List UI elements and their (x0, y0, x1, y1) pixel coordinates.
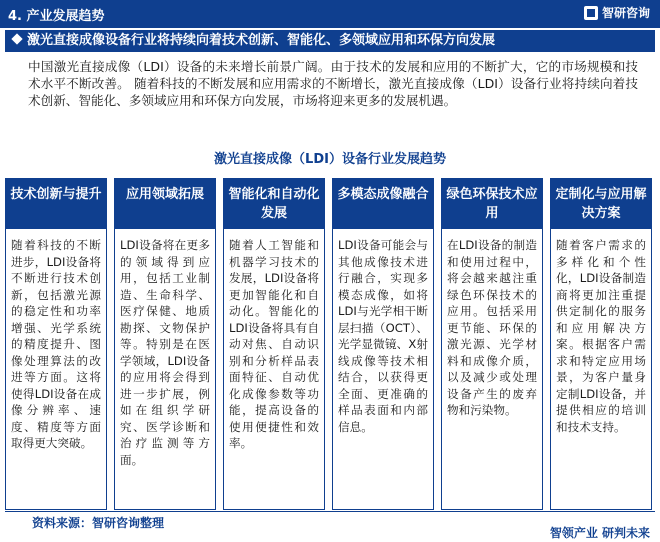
trend-card-intelligent-automation (223, 178, 325, 510)
trend-card-title: 应用领域拓展 (115, 179, 215, 229)
trend-card-green-technology (441, 178, 543, 510)
trend-card-title: 技术创新与提升 (6, 179, 106, 229)
trends-subtitle: 激光直接成像（LDI）设备行业发展趋势 (214, 152, 446, 167)
trend-card-tech-innovation (5, 178, 107, 510)
trend-card-customization (550, 178, 652, 510)
trend-card-application-expansion (114, 178, 216, 510)
headline-banner (5, 30, 655, 52)
data-source: 资料来源：智研咨询整理 (32, 516, 165, 530)
headline-text: 激光直接成像设备行业将持续向着技术创新、智能化、多领域应用和环保方向发展 (27, 33, 496, 48)
trend-card-multimodal-imaging (332, 178, 434, 510)
trend-card-body: 随着客户需求的多样化和个性化，LDI设备制造商将更加注重提供定制化的服务和应用解决方案。根据客户需求和特定应用场景，为客户量身定制LDI设备，并提供相应的培训和技术支持。 (556, 238, 646, 434)
trend-card-body: LDI设备将在更多的领域得到应用，包括工业制造、生命科学、医疗保健、地质勘探、文物保护等。特别是在医学领域，LDI设备的应用将会得到进一步扩展，例如在组织学研究、医学诊断和治疗监测等方面。 (120, 238, 210, 467)
diamond-bullet-icon (11, 33, 22, 44)
trend-card-body: 在LDI设备的制造和使用过程中，将会越来越注重绿色环保技术的应用。包括采用更节能、环保的激光源、光学材料和成像介质，以及减少或处理设备产生的废弃物和污染物。 (447, 238, 537, 417)
intro-paragraph: 中国激光直接成像（LDI）设备的未来增长前景广阔。由于技术的发展和应用的不断扩大，它的市场规模和技术水平不断改善。 随着科技的不断发展和应用需求的不断增长，激光直接成像（LDI）设备行业将持续向着技术创新、智能化、多领域应用和环保方向发展，市场将迎来更多的发展机遇。 (28, 59, 638, 108)
brand-logo-icon (584, 6, 598, 20)
brand-logo (584, 4, 650, 21)
section-header (0, 0, 660, 28)
footer-divider (5, 511, 655, 512)
trend-card-body: LDI设备可能会与其他成像技术进行融合，实现多模态成像，如将LDI与光学相干断层扫描（OCT）、光学显微镜、X射线成像等技术相结合，以获得更全面、更准确的样品表面和内部信息。 (338, 238, 428, 434)
section-title: 4. 产业发展趋势 (8, 9, 105, 24)
brand-slogan: 智领产业 研判未来 (549, 526, 650, 540)
trend-card-body: 随着科技的不断进步，LDI设备将不断进行技术创新，包括激光源的稳定性和功率增强、光学系统的精度提升、图像处理算法的改进等方面。这将使得LDI设备在成像分辨率、速度、精度等方面取得更大突破。 (11, 238, 101, 450)
trend-card-title: 多模态成像融合 (333, 179, 433, 229)
trend-card-title: 定制化与应用解决方案 (551, 179, 651, 229)
brand-logo-text: 智研咨询 (601, 6, 650, 20)
trend-card-body: 随着人工智能和机器学习技术的发展，LDI设备将更加智能化和自动化。智能化的LDI设备将具有自动对焦、自动识别和分析样品表面特征、自动优化成像参数等功能，提高设备的使用便捷性和效率。 (229, 238, 319, 450)
trend-card-title: 智能化和自动化发展 (224, 179, 324, 229)
trend-card-title: 绿色环保技术应用 (442, 179, 542, 229)
